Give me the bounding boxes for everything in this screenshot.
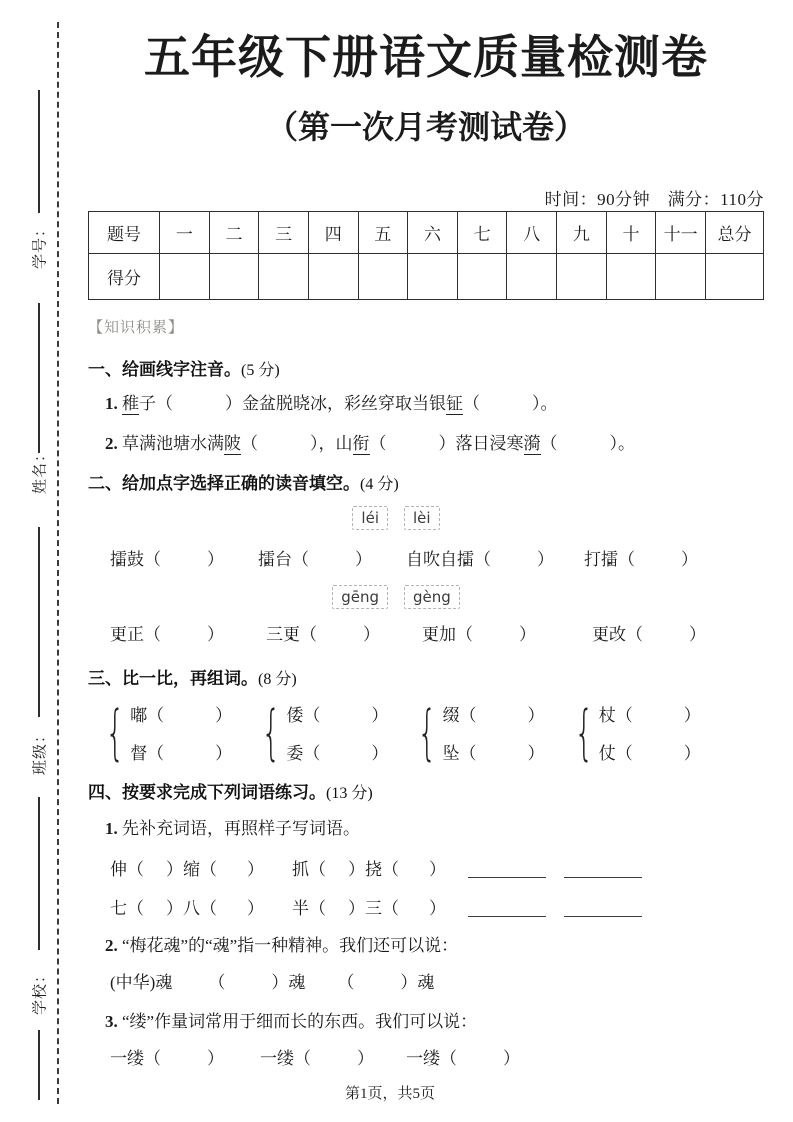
text-part: 擂 (258, 550, 275, 569)
sub1-text: 先补充词语，再照样子写词语。 (122, 819, 360, 838)
text-part: 草满池塘水满 (117, 434, 224, 453)
section2-heading (88, 469, 764, 494)
section3-score: (8 分) (258, 671, 297, 688)
text-part: ） (681, 550, 698, 569)
text-part: ）魂 (271, 973, 306, 992)
student-id-label: 学号： (32, 220, 49, 270)
text-part: ） (537, 550, 554, 569)
score-table-column: 五 (358, 212, 408, 254)
blank-line (38, 797, 40, 950)
text-part: 自吹自 (406, 550, 457, 569)
text-part: 更 (283, 625, 300, 644)
text-part: ） (429, 899, 446, 918)
section2-score: (4 分) (360, 476, 399, 493)
text-part: （ (337, 973, 355, 992)
word-top: 杖（ ） (598, 706, 701, 725)
score-table-column: 七 (457, 212, 507, 254)
answer-blank (546, 913, 564, 914)
section1-heading-text: 一、给画线字注音。 (88, 360, 241, 379)
answer-blank (309, 564, 355, 565)
answer-blank (217, 913, 247, 914)
section2-heading-text: 二、给加点字选择正确的读音填空。 (88, 474, 360, 493)
score-table-column: 九 (557, 212, 607, 254)
score-table-column: 二 (209, 212, 259, 254)
answer-blank (554, 564, 584, 565)
text-part: 台（ (275, 550, 309, 569)
text-part: （ (618, 550, 635, 569)
text-part: ） (207, 1049, 224, 1068)
word-group (571, 697, 701, 768)
text-part: 打 (584, 550, 601, 569)
text-part: 更 (110, 625, 127, 644)
answer-blank (161, 639, 207, 640)
pinyin-options-geng (88, 585, 704, 609)
answer-blank (643, 639, 689, 640)
answer-line (564, 904, 642, 917)
answer-blank (161, 564, 207, 565)
answer-blank (224, 1063, 260, 1064)
answer-blank (354, 987, 400, 988)
answer-blank (224, 639, 266, 640)
score-cell (358, 254, 408, 300)
answer-line (468, 865, 546, 878)
score-table-score-label: 得分 (89, 254, 160, 300)
section4-sub1-row1 (88, 858, 764, 881)
text-part: （ (241, 434, 258, 453)
text-part: 1. (105, 394, 118, 413)
answer-blank (264, 874, 292, 875)
pinyin-options-lei (88, 506, 704, 530)
text-part: 一缕（ (406, 1049, 457, 1068)
word-top: 缀（ ） (442, 706, 545, 725)
page-number: 第1页，共5页 (344, 1086, 436, 1102)
section4-score: (13 分) (326, 785, 373, 802)
word-group (414, 697, 545, 768)
pinyin-option-geng2: gèng (404, 585, 460, 609)
text-part: （ (369, 434, 387, 453)
text-part: ） (207, 550, 224, 569)
score-cell (706, 254, 764, 300)
answer-blank (217, 874, 247, 875)
answer-blank (374, 1063, 406, 1064)
text-part: ）缩（ (166, 860, 217, 879)
text-part: 改（ (609, 625, 643, 644)
word-top: 倭（ ） (286, 706, 389, 725)
score-cell (259, 254, 309, 300)
answer-blank (161, 1063, 207, 1064)
answer-blank (457, 1063, 503, 1064)
text-part: 鼓（ (127, 550, 161, 569)
student-name-label: 姓名： (32, 445, 49, 495)
word-group (258, 697, 389, 768)
text-part: ） (247, 899, 264, 918)
answer-blank (558, 448, 610, 449)
answer-blank (387, 448, 439, 449)
text-part: 稚 (122, 394, 139, 413)
text-part: ） (247, 860, 264, 879)
answer-blank (173, 408, 225, 409)
score-table-column: 三 (259, 212, 309, 254)
word-top: 嘟（ ） (130, 706, 233, 725)
text-part: （ (474, 550, 491, 569)
section1-item1 (88, 392, 764, 415)
answer-blank (144, 913, 166, 914)
text-part: 一缕（ (260, 1049, 311, 1068)
score-table-column: 总分 (706, 212, 764, 254)
brace-icon: { (574, 697, 594, 768)
score-table-column: 四 (308, 212, 358, 254)
blank-line (38, 1030, 40, 1100)
score-table-column: 八 (507, 212, 557, 254)
score-cell (656, 254, 706, 300)
answer-blank (326, 913, 348, 914)
text-part: 半（ (292, 899, 326, 918)
text-part: （ (463, 394, 480, 413)
text-part: 子（ (139, 394, 173, 413)
knowledge-section-tag: 【知识积累】 (88, 320, 185, 336)
text-part: 擂 (110, 550, 127, 569)
text-part: ） (207, 625, 224, 644)
pinyin-option-lei2: lèi (404, 506, 440, 530)
answer-blank (399, 913, 429, 914)
score-cell (507, 254, 557, 300)
score-cell (606, 254, 656, 300)
answer-blank (258, 448, 310, 449)
text-part: ） (503, 1049, 520, 1068)
text-part: ） (689, 625, 706, 644)
text-part: ）八（ (166, 899, 217, 918)
score-cell (408, 254, 458, 300)
answer-blank (172, 987, 208, 988)
answer-blank (399, 874, 429, 875)
score-table-column: 十一 (656, 212, 706, 254)
score-cell (160, 254, 210, 300)
answer-blank (372, 564, 406, 565)
answer-blank (446, 913, 468, 914)
text-part: ） (429, 860, 446, 879)
section4-sub1-row2 (88, 897, 764, 920)
score-table-column: 十 (606, 212, 656, 254)
text-part: 漪 (523, 434, 541, 453)
class-label: 班级： (32, 726, 49, 776)
answer-line (468, 904, 546, 917)
sub3-number: 3. (105, 1012, 118, 1031)
answer-blank (144, 874, 166, 875)
section4-sub3-instruction (88, 1010, 764, 1033)
section1-item2 (88, 432, 764, 455)
score-table-header-label: 题号 (89, 212, 160, 254)
section3-heading-text: 三、比一比，再组词。 (88, 669, 258, 688)
text-part: 伸（ (110, 860, 144, 879)
score-cell (308, 254, 358, 300)
text-part: ）挠（ (348, 860, 399, 879)
score-table-score-row (89, 254, 764, 300)
answer-blank (635, 564, 681, 565)
sub2-text: “梅花魂”的“魂”指一种精神。我们还可以说： (122, 936, 459, 955)
section2-row-geng (88, 623, 764, 646)
section2-row-lei (88, 548, 764, 571)
word-bottom: 仗（ ） (598, 744, 701, 763)
section1-heading (88, 355, 764, 380)
answer-blank (446, 874, 468, 875)
text-part: (中华)魂 (110, 973, 173, 992)
text-part: ）魂 (400, 973, 435, 992)
pinyin-option-geng1: gēng (332, 585, 388, 609)
text-part: ）。 (532, 394, 558, 413)
brace-icon: { (261, 697, 281, 768)
blank-line (38, 527, 40, 717)
text-part: 三 (266, 625, 283, 644)
score-cell (209, 254, 259, 300)
text-part: ），山 (310, 434, 353, 453)
school-label: 学校： (32, 966, 49, 1016)
section4-sub1-instruction (88, 817, 764, 840)
blank-line (38, 303, 40, 453)
answer-blank (225, 987, 271, 988)
text-part: （ (300, 625, 317, 644)
text-part: 抓（ (292, 860, 326, 879)
text-part: 钲 (446, 394, 463, 413)
answer-line (564, 865, 642, 878)
sub3-text: “缕”作量词常用于细而长的东西。我们可以说： (122, 1012, 478, 1031)
text-part: ）。 (609, 434, 635, 453)
score-cell (457, 254, 507, 300)
answer-blank (473, 639, 519, 640)
text-part: 七（ (110, 899, 144, 918)
text-part: ）三（ (348, 899, 399, 918)
text-part: 一缕（ (110, 1049, 161, 1068)
score-table (88, 211, 764, 300)
text-part: ） (363, 625, 380, 644)
brace-icon: { (105, 697, 125, 768)
answer-blank (224, 564, 258, 565)
section4-heading (88, 778, 764, 803)
blank-line (38, 90, 40, 213)
answer-blank (536, 639, 592, 640)
word-bottom: 督（ ） (130, 744, 233, 763)
section4-sub2-instruction (88, 934, 764, 957)
brace-icon: { (417, 697, 438, 768)
section4-sub2-row (88, 971, 764, 994)
text-part: （ (540, 434, 558, 453)
pinyin-option-lei1: léi (352, 506, 388, 530)
text-part: 正（ (127, 625, 161, 644)
paper-title: 五年级下册语文质量检测卷 (144, 32, 708, 83)
answer-blank (305, 987, 337, 988)
answer-blank (546, 874, 564, 875)
text-part: （ (208, 973, 226, 992)
score-cell (557, 254, 607, 300)
text-part: ）金盆脱晓冰，彩丝穿取当银 (225, 394, 446, 413)
answer-blank (480, 408, 532, 409)
paper-content (88, 0, 764, 1070)
section3-heading (88, 664, 764, 689)
section1-score: (5 分) (241, 362, 280, 379)
seal-dashed-line (57, 22, 59, 1104)
text-part: ） (519, 625, 536, 644)
text-part: 衔 (352, 434, 370, 453)
text-part: 加（ (439, 625, 473, 644)
time-score-info: 时间：90分钟 满分：110分 (544, 190, 764, 209)
text-part: 更 (422, 625, 439, 644)
answer-blank (311, 1063, 357, 1064)
word-group (102, 697, 233, 768)
compare-word-groups (88, 697, 764, 768)
sub1-number: 1. (105, 819, 118, 838)
answer-blank (264, 913, 292, 914)
answer-blank (326, 874, 348, 875)
score-table-header-row (89, 212, 764, 254)
word-bottom: 坠（ ） (442, 744, 545, 763)
word-bottom: 委（ ） (286, 744, 389, 763)
text-part: 陂 (224, 434, 241, 453)
section4-heading-text: 四、按要求完成下列词语练习。 (88, 783, 326, 802)
text-part: 2. (105, 434, 118, 453)
text-part: 更 (592, 625, 609, 644)
text-part: 擂 (457, 550, 474, 569)
score-table-column: 一 (160, 212, 210, 254)
paper-subtitle: （第一次月考测试卷） (265, 109, 586, 145)
answer-blank (380, 639, 422, 640)
section4-sub3-row (88, 1047, 764, 1070)
sub2-number: 2. (105, 936, 118, 955)
text-part: ） (357, 1049, 374, 1068)
text-part: ） (355, 550, 372, 569)
answer-blank (317, 639, 363, 640)
text-part: ）落日浸寒 (438, 434, 524, 453)
answer-blank (491, 564, 537, 565)
text-part: 擂 (601, 550, 618, 569)
score-table-column: 六 (408, 212, 458, 254)
